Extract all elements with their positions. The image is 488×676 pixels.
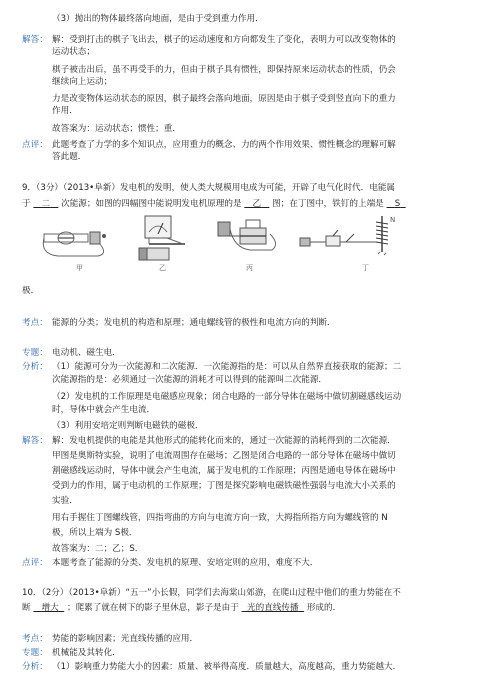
q10-stem-line-2 xyxy=(22,603,341,614)
figure-jia xyxy=(38,214,120,272)
q10-fenxi-label: 分析： xyxy=(22,662,48,672)
q9-answer-line-1: 解：发电机提供的电能是其他形式的能转化而来的，通过一次能源的消耗得到的二次能源． xyxy=(52,436,396,446)
q9-comment-label: 点评： xyxy=(22,558,48,568)
q10-blank-1: 增大 xyxy=(41,603,59,613)
q9-comment: 本题考查了能源的分类、发电机的原理、安培定则的应用，难度不大． xyxy=(52,558,319,568)
figure-bing-label: 丙 xyxy=(246,264,253,272)
q8-comment-label: 点评： xyxy=(22,140,48,150)
q10-stem-text-d: 形成的． xyxy=(306,603,342,613)
figure-yi-label: 乙 xyxy=(159,264,166,272)
q9-fenxi-line-4: 时，导体中就会产生电流． xyxy=(52,405,156,415)
q10-stem-line-1: 10．（2分）（2013•阜新）“五一”小长假，同学们去海棠山郊游，在爬山过程中他们的重力势能在不 xyxy=(22,588,401,598)
q8-part3: （3）抛出的物体最终落向地面，是由于受到重力作用． xyxy=(52,14,264,24)
q9-blank-2: 乙 xyxy=(252,199,262,209)
q8-answer-line-1: 解：受到打击的棋子飞出去，棋子的运动速度和方向都发生了变化，表明力可以改变物体的 xyxy=(52,35,396,45)
q9-kaodian: 能源的分类；发电机的构造和原理；通电螺线管的极性和电流方向的判断． xyxy=(52,318,336,328)
q8-comment-line-1: 此题考查了力学的多个知识点，应用重力的概念、力的两个作用效果、惯性概念的理解可解 xyxy=(52,140,396,150)
q9-answer-line-8: 故答案为：二；乙；S． xyxy=(52,544,144,554)
q10-zhuanti-label: 专题： xyxy=(22,648,48,658)
q8-answer-label: 解答： xyxy=(22,35,48,45)
q8-answer-line-7: 故答案为：运动状态；惯性；重． xyxy=(52,124,181,134)
q9-stem-text-a: 于 xyxy=(22,199,31,209)
figure-ding-pole: N xyxy=(390,216,396,224)
q9-answer-line-3: 割磁感线运动时，导体中就会产生电流，属于发电机的工作原理；丙图是通电导体在磁场中 xyxy=(52,466,396,476)
figure-jia-label: 甲 xyxy=(76,264,83,272)
q10-fenxi: （1）影响重力势能大小的因素：质量、被举得高度．质量越大，高度越高，重力势能越大． xyxy=(52,662,402,672)
q9-blank-3: S xyxy=(394,199,401,209)
q9-answer-line-5: 实验． xyxy=(52,496,78,506)
q10-stem-text-b: 断 xyxy=(22,603,31,613)
q9-stem-line-2 xyxy=(22,199,406,210)
q9-kaodian-label: 考点： xyxy=(22,318,48,328)
q10-kaodian: 势能的影响因素；光直线传播的应用． xyxy=(52,634,199,644)
q9-answer-line-4: 受到力的作用，属于电动机的工作原理；丁图是探究影响电磁铁磁性强弱与电流大小关系的 xyxy=(52,481,396,491)
q10-stem-text-c: ；爬累了就在树下的影子里休息，影子是由于 xyxy=(66,603,239,613)
q9-fenxi-label: 分析： xyxy=(22,362,48,372)
figure-ding-label: 丁 xyxy=(362,264,369,272)
q9-answer-line-6: 用右手握住丁图螺线管，四指弯曲的方向与电流方向一致，大拇指所指方向为螺线管的 N xyxy=(52,513,388,523)
q8-answer-line-5: 力是改变物体运动状态的原因，棋子最终会落向地面，原因是由于棋子受到竖直向下的重力 xyxy=(52,94,396,104)
figure-ding xyxy=(296,214,408,272)
q8-answer-line-3: 棋子被击出后，虽不再受手的力，但由于棋子具有惯性，即保持原来运动状态的性质，仍会 xyxy=(52,65,396,75)
q9-blank-1: 二 xyxy=(41,199,51,209)
q9-answer-line-2: 甲图是奥斯特实验，说明了电流周围存在磁场；乙图是闭合电路的一部分导体在磁场中做切 xyxy=(52,451,396,461)
q9-stem-line-3: 极． xyxy=(22,286,40,296)
q9-fenxi-line-3: （2）发电机的工作原理是电磁感应现象；闭合电路的一部分导体在磁场中做切割磁感线运动 xyxy=(52,392,402,402)
q9-answer-label: 解答： xyxy=(22,436,48,446)
q8-comment-line-2: 答此题． xyxy=(52,152,87,162)
q10-blank-2: 光的直线传播 xyxy=(247,603,299,613)
q10-kaodian-label: 考点： xyxy=(22,634,48,644)
q9-fenxi-line-5: （3）利用安培定则判断电磁铁的磁极． xyxy=(52,421,204,431)
q8-answer-line-4: 继续向上运动； xyxy=(52,77,113,87)
q8-answer-line-2: 运动状态； xyxy=(52,47,95,57)
q9-zhuanti-label: 专题： xyxy=(22,348,48,358)
q9-fenxi-line-2: 次能源指的是：必须通过一次能源的消耗才可以得到的能源叫二次能源． xyxy=(52,375,328,385)
q9-answer-line-7: 极，所以上端为 S极． xyxy=(52,528,138,538)
q10-zhuanti: 机械能及其转化． xyxy=(52,648,121,658)
q8-answer-line-6: 作用． xyxy=(52,106,78,116)
q9-stem-text-b: 次能源；如图的四幅图中能说明发电机原理的是 xyxy=(61,199,242,209)
figure-bing xyxy=(210,214,290,272)
q9-stem-text-c: 图；在丁图中，铁钉的上端是 xyxy=(272,199,384,209)
q9-stem-line-1: 9．（3分）（2013•阜新）发电机的发明，使人类大规模用电成为可能，开辟了电气化时代．电能属 xyxy=(22,183,396,193)
q9-zhuanti: 电动机、磁生电． xyxy=(52,348,121,358)
figure-yi xyxy=(125,214,205,272)
q9-fenxi-line-1: （1）能源可分为一次能源和二次能源．一次能源指的是：可以从自然界直接获取的能源；二 xyxy=(52,362,402,372)
